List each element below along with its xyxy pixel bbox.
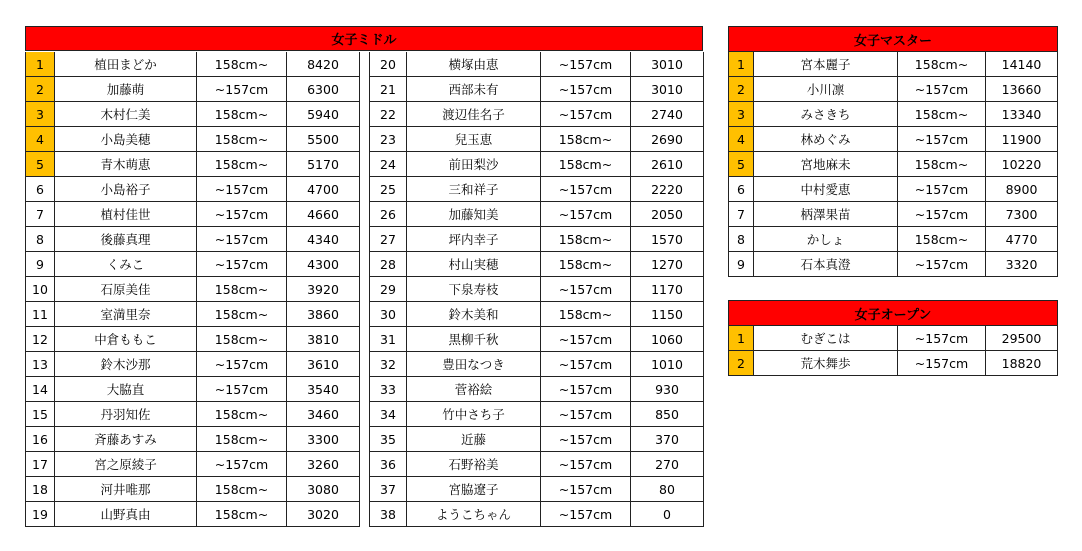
height-cell: ~157cm — [541, 452, 631, 477]
rank-cell: 7 — [729, 202, 754, 227]
rank-cell: 7 — [26, 202, 55, 227]
rank-cell: 4 — [729, 127, 754, 152]
rank-cell: 28 — [370, 252, 407, 277]
score-cell: 2740 — [631, 102, 704, 127]
table-row — [729, 127, 1058, 152]
name-cell: 中倉ももこ — [55, 327, 197, 352]
height-cell: ~157cm — [541, 277, 631, 302]
height-cell: 158cm~ — [197, 127, 287, 152]
rank-cell: 9 — [729, 252, 754, 277]
rank-cell: 2 — [26, 77, 55, 102]
height-cell: 158cm~ — [197, 277, 287, 302]
height-cell: 158cm~ — [197, 327, 287, 352]
name-cell: 植田まどか — [55, 52, 197, 77]
score-cell: 3540 — [287, 377, 360, 402]
name-cell: 村山実穂 — [407, 252, 541, 277]
middle-title: 女子ミドル — [331, 33, 397, 48]
name-cell: 近藤 — [407, 427, 541, 452]
score-cell: 1570 — [631, 227, 704, 252]
score-cell: 4660 — [287, 202, 360, 227]
name-cell: 後藤真理 — [55, 227, 197, 252]
table-row — [370, 402, 704, 427]
name-cell: 山野真由 — [55, 502, 197, 527]
rank-cell: 36 — [370, 452, 407, 477]
name-cell: むぎこは — [754, 326, 898, 351]
score-cell: 270 — [631, 452, 704, 477]
table-row — [370, 302, 704, 327]
score-cell: 2220 — [631, 177, 704, 202]
table-row — [370, 377, 704, 402]
score-cell: 850 — [631, 402, 704, 427]
score-cell: 2690 — [631, 127, 704, 152]
table-row — [729, 77, 1058, 102]
height-cell: ~157cm — [898, 326, 986, 351]
table-row — [26, 227, 360, 252]
table-row — [370, 252, 704, 277]
score-cell: 3460 — [287, 402, 360, 427]
name-cell: 小島裕子 — [55, 177, 197, 202]
master-title: 女子マスター — [729, 27, 1058, 52]
height-cell: ~157cm — [541, 352, 631, 377]
score-cell: 1150 — [631, 302, 704, 327]
table-row — [370, 327, 704, 352]
rank-cell: 27 — [370, 227, 407, 252]
rank-cell: 1 — [729, 326, 754, 351]
name-cell: 加藤知美 — [407, 202, 541, 227]
rank-cell: 23 — [370, 127, 407, 152]
score-cell: 29500 — [986, 326, 1058, 351]
score-cell: 5500 — [287, 127, 360, 152]
rank-cell: 6 — [729, 177, 754, 202]
name-cell: 石本真澄 — [754, 252, 898, 277]
score-cell: 5170 — [287, 152, 360, 177]
name-cell: 室満里奈 — [55, 302, 197, 327]
rank-cell: 10 — [26, 277, 55, 302]
table-row — [729, 202, 1058, 227]
rank-cell: 8 — [26, 227, 55, 252]
name-cell: 青木萌恵 — [55, 152, 197, 177]
height-cell: 158cm~ — [541, 152, 631, 177]
name-cell: 黒柳千秋 — [407, 327, 541, 352]
name-cell: 宮脇遼子 — [407, 477, 541, 502]
height-cell: ~157cm — [197, 252, 287, 277]
rank-cell: 29 — [370, 277, 407, 302]
rank-cell: 18 — [26, 477, 55, 502]
score-cell: 3080 — [287, 477, 360, 502]
table-row — [370, 352, 704, 377]
rank-cell: 5 — [26, 152, 55, 177]
name-cell: 宮本麗子 — [754, 52, 898, 77]
middle-right-body — [370, 27, 704, 527]
table-row — [26, 252, 360, 277]
name-cell: 木村仁美 — [55, 102, 197, 127]
rank-cell: 17 — [26, 452, 55, 477]
rank-cell: 35 — [370, 427, 407, 452]
name-cell: 石野裕美 — [407, 452, 541, 477]
score-cell: 8420 — [287, 52, 360, 77]
score-cell: 3810 — [287, 327, 360, 352]
name-cell: 鈴木沙那 — [55, 352, 197, 377]
table-row — [26, 502, 360, 527]
table-row — [26, 402, 360, 427]
table-row — [26, 52, 360, 77]
score-cell: 13340 — [986, 102, 1058, 127]
table-row — [26, 427, 360, 452]
score-cell: 1170 — [631, 277, 704, 302]
name-cell: 三和祥子 — [407, 177, 541, 202]
score-cell: 5940 — [287, 102, 360, 127]
name-cell: 中村愛恵 — [754, 177, 898, 202]
table-row — [370, 502, 704, 527]
rank-cell: 8 — [729, 227, 754, 252]
score-cell: 3020 — [287, 502, 360, 527]
score-cell: 1270 — [631, 252, 704, 277]
height-cell: 158cm~ — [898, 52, 986, 77]
name-cell: くみこ — [55, 252, 197, 277]
rank-cell: 2 — [729, 77, 754, 102]
height-cell: 158cm~ — [197, 302, 287, 327]
table-row — [370, 77, 704, 102]
rank-cell: 20 — [370, 52, 407, 77]
table-row — [370, 52, 704, 77]
table-row — [729, 152, 1058, 177]
table-row — [26, 327, 360, 352]
table-row — [370, 452, 704, 477]
name-cell: 柄澤果苗 — [754, 202, 898, 227]
table-row — [370, 427, 704, 452]
header-spacer-row — [370, 27, 704, 52]
rank-cell: 21 — [370, 77, 407, 102]
table-row — [370, 277, 704, 302]
score-cell: 10220 — [986, 152, 1058, 177]
height-cell: 158cm~ — [197, 427, 287, 452]
name-cell: 兒玉恵 — [407, 127, 541, 152]
name-cell: 丹羽知佐 — [55, 402, 197, 427]
name-cell: 斉藤あすみ — [55, 427, 197, 452]
rank-cell: 34 — [370, 402, 407, 427]
master-body — [729, 52, 1058, 277]
score-cell: 13660 — [986, 77, 1058, 102]
score-cell: 3610 — [287, 352, 360, 377]
score-cell: 4300 — [287, 252, 360, 277]
name-cell: 菅裕絵 — [407, 377, 541, 402]
rank-cell: 25 — [370, 177, 407, 202]
score-cell: 18820 — [986, 351, 1058, 376]
height-cell: 158cm~ — [197, 477, 287, 502]
name-cell: 石原美佳 — [55, 277, 197, 302]
score-cell: 3260 — [287, 452, 360, 477]
height-cell: ~157cm — [541, 377, 631, 402]
score-cell: 4770 — [986, 227, 1058, 252]
score-cell: 3320 — [986, 252, 1058, 277]
height-cell: 158cm~ — [898, 152, 986, 177]
name-cell: 宮地麻未 — [754, 152, 898, 177]
height-cell: ~157cm — [898, 77, 986, 102]
rank-cell: 5 — [729, 152, 754, 177]
height-cell: 158cm~ — [541, 127, 631, 152]
height-cell: ~157cm — [898, 177, 986, 202]
height-cell: ~157cm — [541, 327, 631, 352]
height-cell: ~157cm — [541, 52, 631, 77]
height-cell: ~157cm — [541, 102, 631, 127]
score-cell: 930 — [631, 377, 704, 402]
table-row — [26, 302, 360, 327]
rank-cell: 26 — [370, 202, 407, 227]
height-cell: ~157cm — [197, 227, 287, 252]
height-cell: ~157cm — [541, 502, 631, 527]
height-cell: ~157cm — [197, 177, 287, 202]
table-row — [26, 177, 360, 202]
rank-cell: 19 — [26, 502, 55, 527]
open-title: 女子オープン — [729, 301, 1058, 326]
name-cell: 横塚由恵 — [407, 52, 541, 77]
middle-left-body — [26, 27, 360, 527]
height-cell: ~157cm — [541, 177, 631, 202]
rank-cell: 9 — [26, 252, 55, 277]
height-cell: 158cm~ — [898, 227, 986, 252]
score-cell: 11900 — [986, 127, 1058, 152]
rank-cell: 12 — [26, 327, 55, 352]
name-cell: 小島美穂 — [55, 127, 197, 152]
rank-cell: 4 — [26, 127, 55, 152]
height-cell: ~157cm — [898, 127, 986, 152]
table-row — [370, 152, 704, 177]
height-cell: ~157cm — [197, 377, 287, 402]
name-cell: みさきち — [754, 102, 898, 127]
height-cell: 158cm~ — [197, 152, 287, 177]
name-cell: 坪内幸子 — [407, 227, 541, 252]
score-cell: 4340 — [287, 227, 360, 252]
name-cell: 豊田なつき — [407, 352, 541, 377]
score-cell: 3300 — [287, 427, 360, 452]
table-row — [729, 227, 1058, 252]
rank-cell: 15 — [26, 402, 55, 427]
height-cell: 158cm~ — [197, 402, 287, 427]
height-cell: ~157cm — [541, 202, 631, 227]
name-cell: 下泉寿枝 — [407, 277, 541, 302]
table-row — [729, 102, 1058, 127]
name-cell: 竹中さち子 — [407, 402, 541, 427]
table-row — [26, 377, 360, 402]
height-cell: 158cm~ — [541, 252, 631, 277]
rank-cell: 3 — [26, 102, 55, 127]
height-cell: ~157cm — [197, 452, 287, 477]
rank-cell: 32 — [370, 352, 407, 377]
rank-cell: 11 — [26, 302, 55, 327]
height-cell: ~157cm — [541, 402, 631, 427]
name-cell: 荒木舞歩 — [754, 351, 898, 376]
rank-cell: 37 — [370, 477, 407, 502]
name-cell: 前田梨沙 — [407, 152, 541, 177]
table-row — [370, 102, 704, 127]
open-table — [728, 300, 1058, 376]
table-row — [370, 202, 704, 227]
score-cell: 8900 — [986, 177, 1058, 202]
rank-cell: 33 — [370, 377, 407, 402]
height-cell: 158cm~ — [197, 102, 287, 127]
score-cell: 3920 — [287, 277, 360, 302]
score-cell: 80 — [631, 477, 704, 502]
table-row — [26, 102, 360, 127]
height-cell: ~157cm — [898, 351, 986, 376]
score-cell: 1060 — [631, 327, 704, 352]
name-cell: ようこちゃん — [407, 502, 541, 527]
name-cell: 河井唯那 — [55, 477, 197, 502]
table-row — [26, 477, 360, 502]
table-row — [26, 152, 360, 177]
rank-cell: 30 — [370, 302, 407, 327]
table-row — [26, 127, 360, 152]
rank-cell: 1 — [729, 52, 754, 77]
rank-cell: 1 — [26, 52, 55, 77]
open-body — [729, 326, 1058, 376]
name-cell: 加藤萌 — [55, 77, 197, 102]
middle-table-right — [369, 26, 704, 527]
height-cell: ~157cm — [197, 77, 287, 102]
table-row — [729, 351, 1058, 376]
name-cell: 西部未有 — [407, 77, 541, 102]
table-row — [370, 127, 704, 152]
name-cell: 小川凛 — [754, 77, 898, 102]
height-cell: 158cm~ — [541, 227, 631, 252]
score-cell: 1010 — [631, 352, 704, 377]
table-row — [26, 452, 360, 477]
name-cell: かしょ — [754, 227, 898, 252]
score-cell: 3010 — [631, 77, 704, 102]
rank-cell: 31 — [370, 327, 407, 352]
name-cell: 渡辺佳名子 — [407, 102, 541, 127]
height-cell: 158cm~ — [541, 302, 631, 327]
table-row — [26, 202, 360, 227]
height-cell: ~157cm — [197, 202, 287, 227]
rank-cell: 22 — [370, 102, 407, 127]
height-cell: 158cm~ — [197, 52, 287, 77]
score-cell: 3860 — [287, 302, 360, 327]
rank-cell: 3 — [729, 102, 754, 127]
name-cell: 植村佳世 — [55, 202, 197, 227]
score-cell: 4700 — [287, 177, 360, 202]
table-row — [729, 252, 1058, 277]
score-cell: 6300 — [287, 77, 360, 102]
table-row — [370, 177, 704, 202]
rank-cell: 38 — [370, 502, 407, 527]
height-cell: ~157cm — [898, 252, 986, 277]
name-cell: 宮之原綾子 — [55, 452, 197, 477]
score-cell: 7300 — [986, 202, 1058, 227]
table-row — [26, 277, 360, 302]
score-cell: 370 — [631, 427, 704, 452]
height-cell: ~157cm — [541, 427, 631, 452]
master-table — [728, 26, 1058, 277]
height-cell: ~157cm — [541, 77, 631, 102]
rank-cell: 14 — [26, 377, 55, 402]
header-spacer — [370, 27, 704, 52]
score-cell: 3010 — [631, 52, 704, 77]
name-cell: 林めぐみ — [754, 127, 898, 152]
table-row — [370, 227, 704, 252]
table-row — [370, 477, 704, 502]
table-row — [729, 52, 1058, 77]
rank-cell: 2 — [729, 351, 754, 376]
middle-table-left — [25, 26, 360, 527]
table-row — [26, 352, 360, 377]
rank-cell: 6 — [26, 177, 55, 202]
score-cell: 2050 — [631, 202, 704, 227]
table-row — [26, 77, 360, 102]
name-cell: 大脇直 — [55, 377, 197, 402]
name-cell: 鈴木美和 — [407, 302, 541, 327]
table-row — [729, 177, 1058, 202]
rank-cell: 24 — [370, 152, 407, 177]
height-cell: 158cm~ — [197, 502, 287, 527]
score-cell: 14140 — [986, 52, 1058, 77]
height-cell: ~157cm — [197, 352, 287, 377]
height-cell: ~157cm — [541, 477, 631, 502]
height-cell: ~157cm — [898, 202, 986, 227]
height-cell: 158cm~ — [898, 102, 986, 127]
table-row — [729, 326, 1058, 351]
score-cell: 2610 — [631, 152, 704, 177]
score-cell: 0 — [631, 502, 704, 527]
rank-cell: 16 — [26, 427, 55, 452]
rank-cell: 13 — [26, 352, 55, 377]
